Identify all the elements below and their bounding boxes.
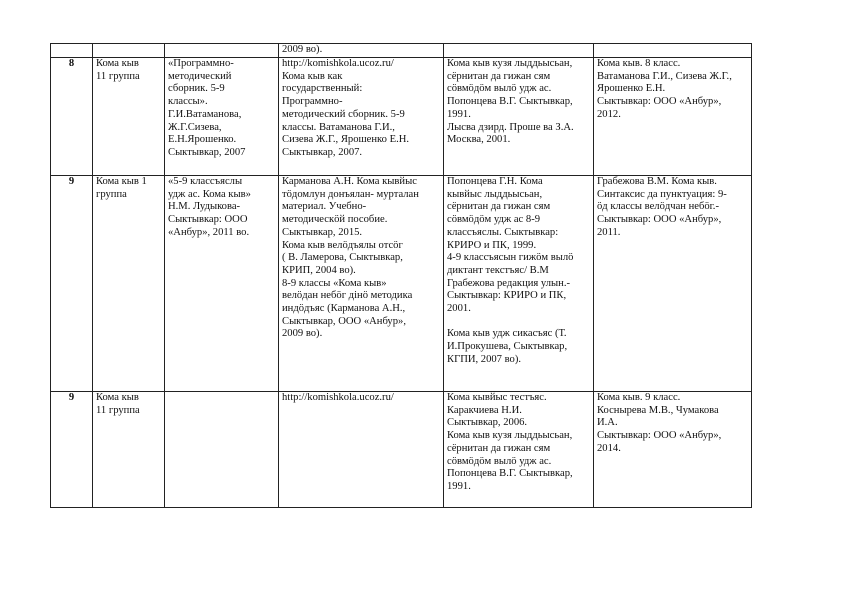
group-cell: Кома кыв 11 группа: [93, 392, 165, 508]
row-number-cell: 9: [51, 176, 93, 392]
methodical-literature-cell: Кома кыв кузя лыддьысьан, сёрнитан да гижан сям сöвмöдöм вылö удж ас. Попонцева В.Г. Сыктывкар, 1991. Лысва дзирд. Проше ва З.А. Москва, 2001.: [444, 58, 594, 176]
program-cell: [165, 44, 279, 58]
methodical-literature-cell: Кома кывйыс тестъяс. Каракчиева Н.И. Сыктывкар, 2006. Кома кыв кузя лыддьысьан, сёрнитан да гижан сям сöвмöдöм вылö удж ас. Попонцева В.Г. Сыктывкар, 1991.: [444, 392, 594, 508]
web-resources-cell: Карманова А.Н. Кома кывйыс тöдомлун донъялан- мурталан материал. Учебно- методическöй пособие. Сыктывкар, 2015. Кома кыв велöдъялы отсöг ( В. Ламерова, Сыктывкар, КРИП, 2004 во). 8-9 классы «Кома кыв» велöдан небöг дiнö методика индöдъяс (Карманова А.Н., Сыктывкар, ООО «Анбур», 2009 во).: [279, 176, 444, 392]
web-resources-cell: 2009 во).: [279, 44, 444, 58]
table-row: [51, 392, 752, 508]
table-row: [51, 176, 752, 392]
row-number-cell: [51, 44, 93, 58]
textbook-cell: [594, 44, 752, 58]
methodical-literature-cell: [444, 44, 594, 58]
group-cell: Кома кыв 11 группа: [93, 58, 165, 176]
row-number-cell: 9: [51, 392, 93, 508]
textbook-cell: Грабежова В.М. Кома кыв. Синтаксис да пунктуация: 9- öд классы велöдчан небöг.- Сыктывкар: ООО «Анбур», 2011.: [594, 176, 752, 392]
program-cell: «Программно- методический сборник. 5-9 классы». Г.И.Ватаманова, Ж.Г.Сизева, Е.Н.Ярошенко. Сыктывкар, 2007: [165, 58, 279, 176]
textbook-cell: Кома кыв. 8 класс. Ватаманова Г.И., Сизева Ж.Г., Ярошенко Е.Н. Сыктывкар: ООО «Анбур», 2012.: [594, 58, 752, 176]
methodical-literature-cell: Попонцева Г.Н. Кома кывйыс лыддьысьан, сёрнитан да гижан сям сöвмöдöм удж ас 8-9 классъяслы. Сыктывкар: КРИРО и ПК, 1999. 4-9 классъясын гижöм вылö диктант текстъяс/ В.М Грабежова редакция улын.- Сыктывкар: КРИРО и ПК, 2001. Кома кыв удж сикасъяс (Т. И.Прокушева, Сыктывкар, КГПИ, 2007 во).: [444, 176, 594, 392]
group-cell: Кома кыв 1 группа: [93, 176, 165, 392]
web-resources-cell: http://komishkola.ucoz.ru/: [279, 392, 444, 508]
table-row: [51, 58, 752, 176]
program-cell: [165, 392, 279, 508]
literature-table: [50, 43, 752, 508]
row-number-cell: 8: [51, 58, 93, 176]
web-resources-cell: http://komishkola.ucoz.ru/ Кома кыв как государственный: Программно- методический сборник. 5-9 классы. Ватаманова Г.И., Сизева Ж.Г., Ярошенко Е.Н. Сыктывкар, 2007.: [279, 58, 444, 176]
program-cell: «5-9 классъяслы удж ас. Кома кыв» Н.М. Лудыкова- Сыктывкар: ООО «Анбур», 2011 во.: [165, 176, 279, 392]
textbook-cell: Кома кыв. 9 класс. Коснырева М.В., Чумакова И.А. Сыктывкар: ООО «Анбур», 2014.: [594, 392, 752, 508]
table-row: [51, 44, 752, 58]
group-cell: [93, 44, 165, 58]
